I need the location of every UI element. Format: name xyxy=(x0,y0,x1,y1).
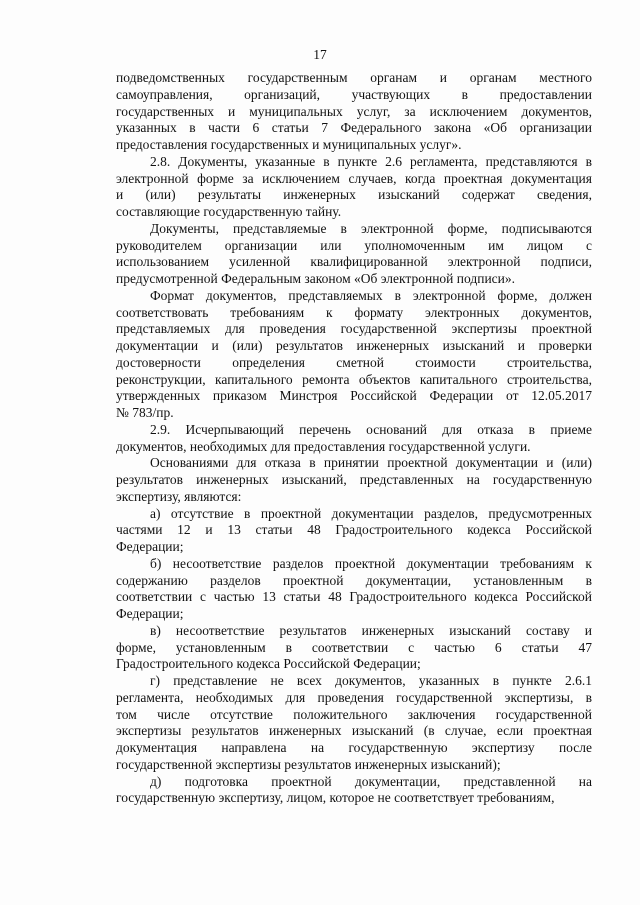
text-line: Формат документов, представляемых в электронной форме, должен xyxy=(150,287,592,303)
paragraph-p-v xyxy=(116,623,592,673)
text-line: документов, необходимых для предоставления государственной услуги. xyxy=(116,438,531,454)
text-line: б) несоответствие разделов проектной документации требованиям к xyxy=(150,555,592,571)
text-line: результатов инженерных изысканий, представленных на государственную xyxy=(116,472,592,487)
text-line: экспертизы результатов инженерных изысканий (в случае, если проектная xyxy=(116,723,592,739)
text-line: достоверности определения сметной стоимости строительства, xyxy=(116,354,592,370)
text-line: государственную экспертизу, лицом, которое не соответствует требованиям, xyxy=(116,790,555,806)
page-number: 17 xyxy=(313,47,327,62)
text-line: соответствии с частью 13 статьи 48 Градостроительного кодекса Российской xyxy=(116,589,592,605)
text-line: государственной экспертизы результатов инженерных изысканий); xyxy=(116,756,501,772)
paragraph-p-b xyxy=(116,556,592,623)
text-line: в) несоответствие результатов инженерных изысканий составу и xyxy=(150,622,592,638)
text-line: составляющие государственную тайну. xyxy=(116,204,342,219)
text-line: форме, установленным в соответствии с частью 6 статьи 47 xyxy=(116,639,592,655)
text-line: Основаниями для отказа в принятии проектной документации и (или) xyxy=(150,455,592,471)
text-line: документация направлена на государственную экспертизу после xyxy=(116,740,592,755)
document-body xyxy=(116,70,592,807)
paragraph-p-g xyxy=(116,673,592,774)
text-line: № 783/пр. xyxy=(116,405,174,420)
text-line: содержанию разделов проектной документации, установленным в xyxy=(116,572,592,588)
text-line: Градостроительного кодекса Российской Федерации; xyxy=(116,656,421,672)
text-line: экспертизу, являются: xyxy=(116,488,242,504)
text-line: Федерации; xyxy=(116,606,184,621)
text-line: руководителем организации или уполномоченным им лицом с xyxy=(116,237,592,253)
paragraph-p-grounds xyxy=(116,455,592,505)
text-line: самоуправления, организаций, участвующих в предоставлении xyxy=(116,86,592,102)
text-line: утвержденных приказом Минстроя Российской Федерации от 12.05.2017 xyxy=(116,388,592,404)
text-line: 2.9. Исчерпывающий перечень оснований для отказа в приеме xyxy=(150,421,592,437)
text-line: использованием усиленной квалифицированной электронной подписи, xyxy=(116,254,592,270)
paragraph-p-2-8 xyxy=(116,154,592,221)
text-line: подведомственных государственным органам и органам местного xyxy=(116,70,592,85)
text-line: представляемых для проведения государственной экспертизы проектной xyxy=(116,321,592,337)
text-line: регламента, необходимых для проведения государственной экспертизы, в xyxy=(116,689,592,705)
text-line: д) подготовка проектной документации, представленной на xyxy=(150,773,592,789)
text-line: а) отсутствие в проектной документации разделов, предусмотренных xyxy=(150,505,592,521)
text-line: том числе отсутствие положительного заключения государственной xyxy=(116,706,592,722)
paragraph-p-2-9 xyxy=(116,422,592,456)
text-line: электронной форме за исключением случаев, когда проектная документация xyxy=(116,170,592,186)
paragraph-p-cont xyxy=(116,70,592,154)
text-line: частями 12 и 13 статьи 48 Градостроительного кодекса Российской xyxy=(116,522,592,538)
text-line: и (или) результаты инженерных изысканий содержат сведения, xyxy=(116,187,592,203)
text-line: г) представление не всех документов, указанных в пункте 2.6.1 xyxy=(150,673,592,688)
text-line: предусмотренной Федеральным законом «Об электронной подписи». xyxy=(116,271,516,286)
text-line: Документы, представляемые в электронной форме, подписываются xyxy=(150,220,592,236)
text-line: соответствовать требованиям к формату электронных документов, xyxy=(116,304,592,320)
text-line: реконструкции, капитального ремонта объектов капитального строительства, xyxy=(116,371,592,387)
text-line: государственных и муниципальных услуг, за исключением документов, xyxy=(116,103,592,119)
paragraph-p-d xyxy=(116,774,592,808)
paragraph-p-a xyxy=(116,506,592,556)
text-line: указанных в части 6 статьи 7 Федерального закона «Об организации xyxy=(116,120,592,136)
text-line: 2.8. Документы, указанные в пункте 2.6 регламента, представляются в xyxy=(150,153,592,169)
text-line: предоставления государственных и муниципальных услуг». xyxy=(116,137,462,152)
text-line: документации и (или) результатов инженерных изысканий и проверки xyxy=(116,338,592,353)
paragraph-p-sign xyxy=(116,221,592,288)
text-line: Федерации; xyxy=(116,539,184,554)
paragraph-p-format xyxy=(116,288,592,422)
